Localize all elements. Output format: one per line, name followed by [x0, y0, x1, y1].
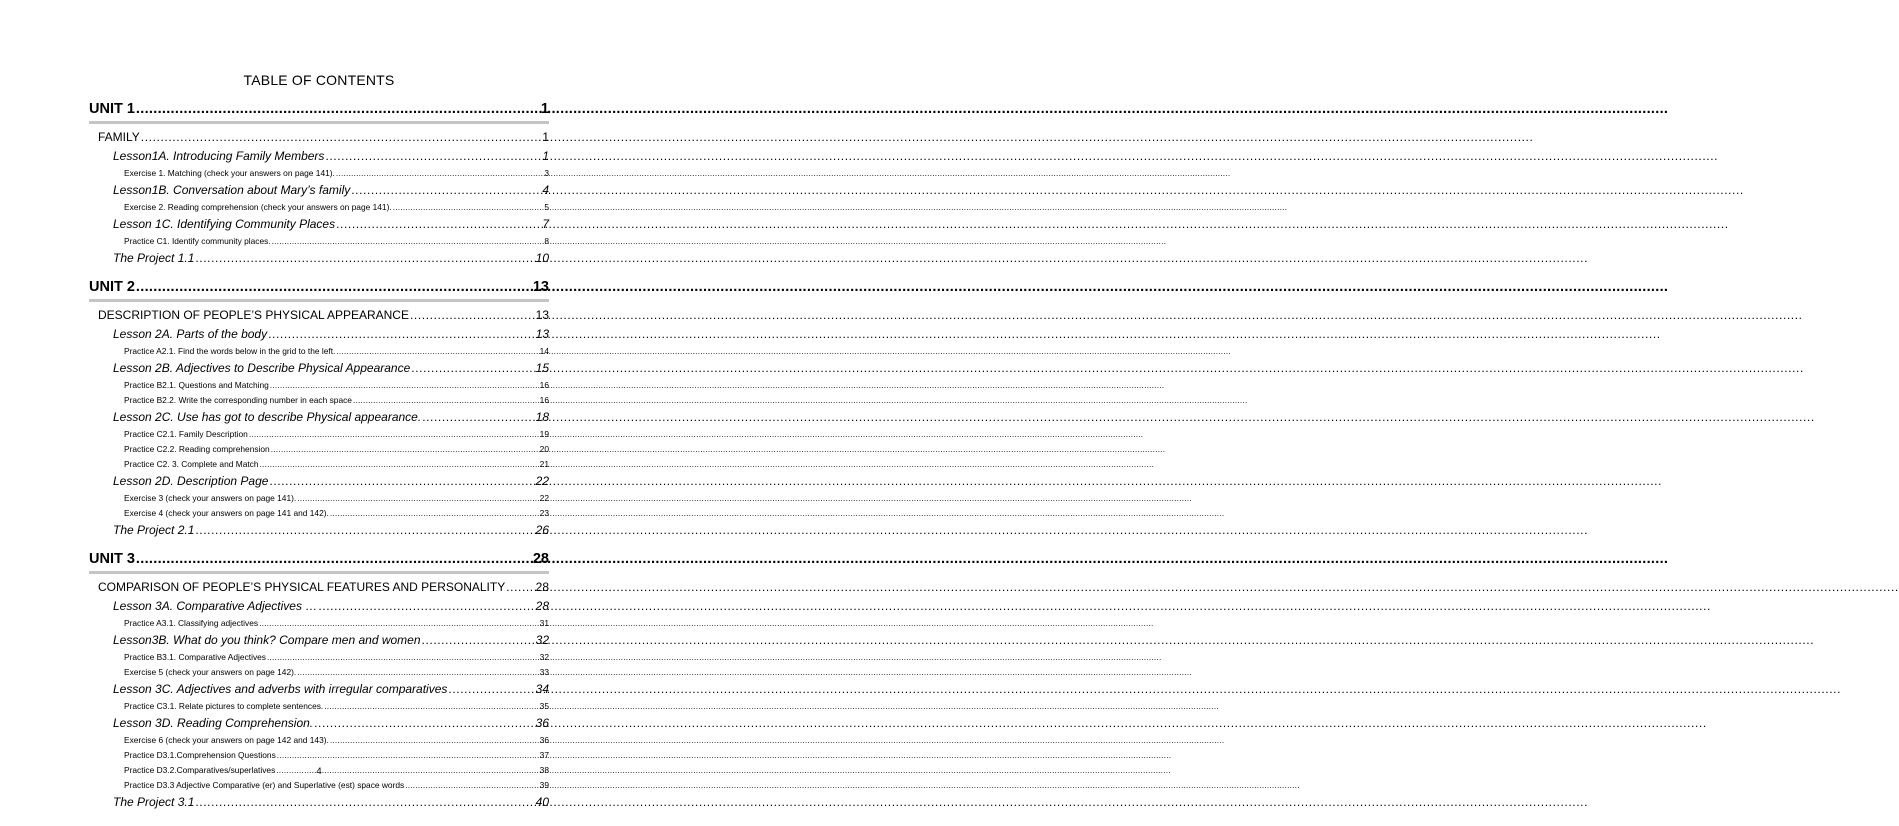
- entry-title: Practice C1. Identify community places.: [124, 236, 271, 246]
- toc-exercise[interactable]: [89, 665, 549, 680]
- toc-section[interactable]: [89, 578, 549, 597]
- entry-title: Lesson1B. Conversation about Mary’s family: [113, 183, 351, 197]
- toc-lesson[interactable]: [89, 215, 549, 234]
- dot-leader: [324, 699, 538, 714]
- page-ref: 3: [544, 168, 549, 178]
- dot-leader: [271, 442, 539, 457]
- page-ref: 22: [535, 474, 549, 488]
- page-ref: 5: [544, 202, 549, 212]
- page-ref: 28: [535, 599, 549, 613]
- page-ref: 8: [544, 236, 549, 246]
- dot-leader: [297, 665, 538, 680]
- entry-title: COMPARISON OF PEOPLE’S PHYSICAL FEATURES AND PERSONALITY: [98, 580, 506, 594]
- toc-exercise[interactable]: [89, 393, 549, 408]
- page-ref: 20: [539, 444, 549, 454]
- dot-leader: [268, 325, 535, 344]
- dot-leader: [267, 650, 539, 665]
- toc-lesson[interactable]: [89, 181, 549, 200]
- dot-leader: [410, 306, 535, 325]
- dot-leader: [330, 733, 539, 748]
- dot-leader: [136, 547, 532, 571]
- dot-leader: [336, 344, 538, 359]
- page-ref: 7: [542, 217, 549, 231]
- entry-title: DESCRIPTION OF PEOPLE’S PHYSICAL APPEARANCE: [98, 308, 409, 322]
- toc-unit-3[interactable]: [89, 547, 549, 574]
- toc-project[interactable]: [89, 521, 549, 540]
- entry-title: Lesson 2B. Adjectives to Describe Physical Appearance: [113, 361, 411, 375]
- toc-exercise[interactable]: [89, 427, 549, 442]
- entry-title: Lesson 1C. Identifying Community Places: [113, 217, 336, 231]
- page-ref: 23: [539, 508, 549, 518]
- page-ref: 32: [539, 652, 549, 662]
- unit-title: UNIT 3: [89, 551, 135, 567]
- page-ref: 37: [539, 750, 549, 760]
- page-ref: 13: [532, 279, 549, 295]
- page-ref: 36: [539, 735, 549, 745]
- entry-title: Practice D3.1.Comprehension Questions: [124, 750, 276, 760]
- page-ref: 22: [539, 493, 549, 503]
- toc-exercise[interactable]: [89, 234, 549, 249]
- page-ref: 26: [535, 523, 549, 537]
- entry-title: Practice B2.1. Questions and Matching: [124, 380, 269, 390]
- entry-title: Lesson 2A. Parts of the body: [113, 327, 268, 341]
- dot-leader: [422, 408, 534, 427]
- entry-title: Lesson 3A. Comparative Adjectives …: [113, 599, 318, 613]
- toc-lesson[interactable]: [89, 680, 549, 699]
- toc-lesson[interactable]: [89, 597, 549, 616]
- toc-section[interactable]: [89, 128, 549, 147]
- dot-leader: [506, 578, 534, 597]
- dot-leader: [336, 166, 543, 181]
- entry-title: Practice C2.2. Reading comprehension: [124, 444, 270, 454]
- toc-lesson[interactable]: [89, 714, 549, 733]
- dot-leader: [351, 181, 541, 200]
- page-number: 4: [316, 766, 322, 777]
- entry-title: Lesson 3D. Reading Comprehension.: [113, 716, 314, 730]
- page-ref: 13: [535, 327, 549, 341]
- entry-title: The Project 3.1: [113, 795, 195, 809]
- dot-leader: [422, 631, 535, 650]
- page-ref: 35: [539, 701, 549, 711]
- entry-title: Practice B3.1. Comparative Adjectives: [124, 652, 266, 662]
- toc-title: TABLE OF CONTENTS: [243, 72, 395, 88]
- toc-lesson[interactable]: [89, 147, 549, 166]
- toc-exercise[interactable]: [89, 778, 549, 793]
- entry-title: Practice D3.3 Adjective Comparative (er) and Superlative (est) space words: [124, 780, 405, 790]
- entry-title: Exercise 3 (check your answers on page 141).: [124, 493, 297, 503]
- toc-unit-1[interactable]: [89, 97, 549, 124]
- toc-lesson[interactable]: [89, 472, 549, 491]
- entry-title: Lesson1A. Introducing Family Members: [113, 149, 325, 163]
- dot-leader: [353, 393, 539, 408]
- toc-exercise[interactable]: [89, 506, 549, 521]
- page-ref: 34: [535, 682, 549, 696]
- toc-project[interactable]: [89, 249, 549, 268]
- entry-title: FAMILY: [98, 130, 140, 144]
- entry-title: Lesson3B. What do you think? Compare men and women: [113, 633, 421, 647]
- entry-title: The Project 1.1: [113, 251, 195, 265]
- toc-exercise[interactable]: [89, 491, 549, 506]
- page-ref: 39: [539, 780, 549, 790]
- dot-leader: [195, 249, 534, 268]
- dot-leader: [325, 147, 541, 166]
- page-ref: 19: [539, 429, 549, 439]
- entry-title: Practice C2. 3. Complete and Match: [124, 459, 259, 469]
- toc-unit-2[interactable]: [89, 275, 549, 302]
- unit-title: UNIT 2: [89, 279, 135, 295]
- toc-lesson[interactable]: [89, 631, 549, 650]
- page-ref: 4: [542, 183, 549, 197]
- toc-exercise[interactable]: [89, 442, 549, 457]
- dot-leader: [269, 472, 534, 491]
- entry-title: Practice A3.1. Classifying adjectives: [124, 618, 259, 628]
- page-ref: 13: [535, 308, 549, 322]
- toc-lesson[interactable]: [89, 325, 549, 344]
- entry-title: Exercise 5 (check your answers on page 142).: [124, 667, 297, 677]
- page-ref: 32: [535, 633, 549, 647]
- dot-leader: [297, 491, 538, 506]
- dot-leader: [195, 793, 534, 812]
- page-ref: 33: [539, 667, 549, 677]
- toc-exercise[interactable]: [89, 344, 549, 359]
- dot-leader: [270, 378, 539, 393]
- toc-lesson[interactable]: [89, 359, 549, 378]
- toc-exercise[interactable]: [89, 748, 549, 763]
- entry-title: Lesson 2D. Description Page: [113, 474, 269, 488]
- page-ref: 21: [539, 459, 549, 469]
- page-ref: 28: [535, 580, 549, 594]
- entry-title: Exercise 6 (check your answers on page 142 and 143).: [124, 735, 329, 745]
- entry-title: Practice B2.2. Write the corresponding number in each space: [124, 395, 352, 405]
- entry-title: Practice D3.2.Comparatives/superlatives: [124, 765, 276, 775]
- dot-leader: [330, 506, 539, 521]
- dot-leader: [259, 616, 539, 631]
- page-ref: 36: [535, 716, 549, 730]
- dot-leader: [136, 97, 540, 121]
- dot-leader: [448, 680, 534, 699]
- entry-title: Practice C3.1. Relate pictures to complete sentences.: [124, 701, 324, 711]
- toc-section[interactable]: [89, 306, 549, 325]
- toc-exercise[interactable]: [89, 200, 549, 215]
- page-ref: 16: [539, 380, 549, 390]
- entry-title: The Project 2.1: [113, 523, 195, 537]
- toc-exercise[interactable]: [89, 166, 549, 181]
- dot-leader: [141, 128, 542, 147]
- page-ref: 10: [535, 251, 549, 265]
- unit-title: UNIT 1: [89, 101, 135, 117]
- dot-leader: [393, 200, 544, 215]
- page-ref: 1: [540, 101, 549, 117]
- page-ref: 15: [535, 361, 549, 375]
- entry-title: Exercise 1. Matching (check your answers on page 141).: [124, 168, 335, 178]
- page-ref: 16: [539, 395, 549, 405]
- dot-leader: [411, 359, 534, 378]
- toc-exercise[interactable]: [89, 616, 549, 631]
- entry-title: Lesson 2C. Use has got to describe Physical appearance.: [113, 410, 422, 424]
- dot-leader: [260, 457, 539, 472]
- entry-title: Practice A2.1. Find the words below in the grid to the left.: [124, 346, 336, 356]
- page-ref: 14: [539, 346, 549, 356]
- dot-leader: [272, 234, 544, 249]
- dot-leader: [314, 714, 535, 733]
- page-ref: 38: [539, 765, 549, 775]
- dot-leader: [195, 521, 534, 540]
- entry-title: Lesson 3C. Adjectives and adverbs with irregular comparatives: [113, 682, 448, 696]
- page-ref: 40: [535, 795, 549, 809]
- entry-title: Exercise 4 (check your answers on page 141 and 142).: [124, 508, 329, 518]
- dot-leader: [336, 215, 541, 234]
- page-ref: 1: [542, 149, 549, 163]
- table-of-contents: [89, 97, 549, 812]
- page-ref: 1: [542, 130, 549, 144]
- toc-exercise[interactable]: [89, 699, 549, 714]
- entry-title: Practice C2.1. Family Description: [124, 429, 248, 439]
- toc-lesson[interactable]: [89, 408, 549, 427]
- dot-leader: [249, 427, 539, 442]
- toc-exercise[interactable]: [89, 650, 549, 665]
- dot-leader: [405, 778, 538, 793]
- toc-exercise[interactable]: [89, 378, 549, 393]
- toc-project[interactable]: [89, 793, 549, 812]
- entry-title: Exercise 2. Reading comprehension (check your answers on page 141).: [124, 202, 392, 212]
- toc-exercise[interactable]: [89, 733, 549, 748]
- page-ref: 31: [539, 618, 549, 628]
- page-ref: 18: [535, 410, 549, 424]
- dot-leader: [318, 597, 534, 616]
- dot-leader: [136, 275, 532, 299]
- toc-exercise[interactable]: [89, 457, 549, 472]
- page-ref: 28: [532, 551, 549, 567]
- dot-leader: [277, 748, 539, 763]
